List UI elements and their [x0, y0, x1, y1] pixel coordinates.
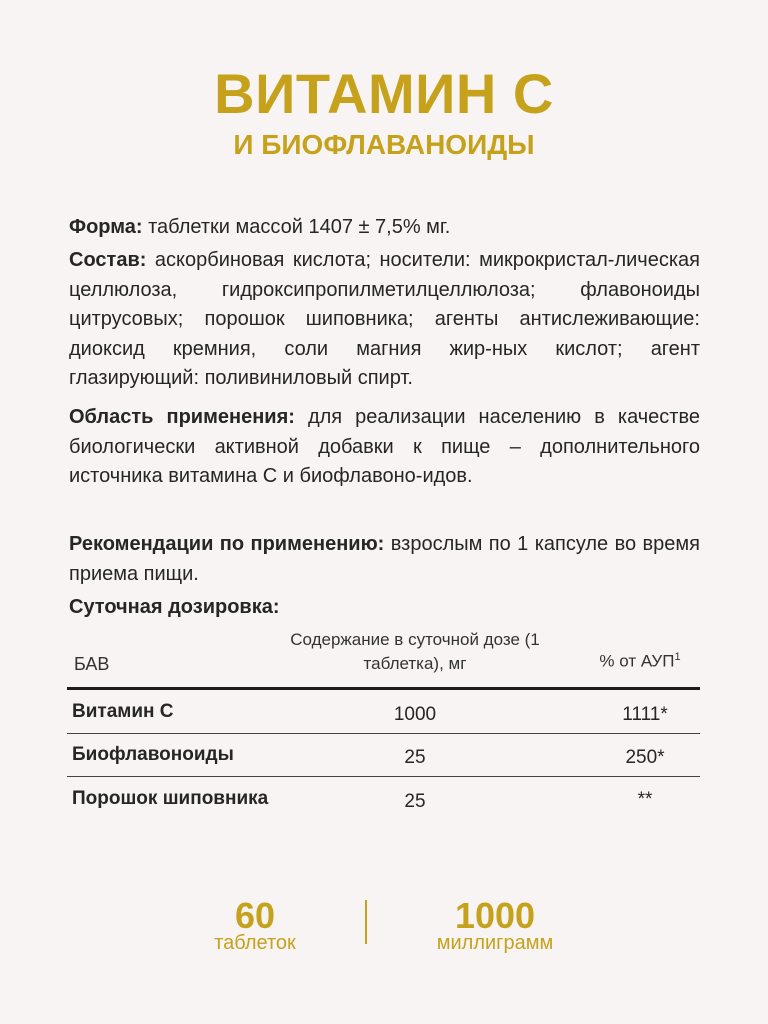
usage-area-paragraph: [69, 403, 700, 492]
table-header-pct-footnote: 1: [674, 651, 681, 663]
composition-text: аскорбиновая кислота; носители: микрокристал-лическая целлюлоза, гидроксипропилметилцеллюлоза; флавоноиды цитрусовых; порошок шиповника; агенты антислеживающие: диоксид кремния, соли магния жир-ных кислот; агент глазирующий: поливиниловый спирт.: [69, 249, 700, 389]
composition-paragraph: [69, 246, 700, 394]
product-subtitle: И БИОФЛАВАНОИДЫ: [233, 129, 535, 160]
usage-area-label: Область применения:: [69, 406, 295, 428]
row-name: Порошок шиповника: [72, 788, 269, 809]
tablet-count-value: 60: [234, 895, 276, 936]
product-title: ВИТАМИН С: [214, 62, 554, 125]
form-label: Форма:: [69, 216, 143, 238]
table-header-pct-label: % от АУП: [599, 651, 675, 671]
stats-divider: [365, 900, 367, 944]
table-header-pct: [575, 645, 705, 674]
row-value: 25: [404, 791, 426, 812]
row-pct: 1111*: [622, 704, 668, 725]
row-divider: [67, 776, 700, 777]
row-value: 25: [404, 747, 426, 768]
row-name: Биофлавоноиды: [72, 744, 234, 765]
table-header-content: Содержание в суточной дозе (1 таблетка), мг: [290, 630, 540, 673]
mass-value: 1000: [454, 895, 536, 936]
recommendations-text: взрослым по 1 капсуле во время приема пищи.: [69, 533, 700, 585]
recommendations-paragraph: [69, 530, 700, 589]
recommendations-label: Рекомендации по применению:: [69, 533, 385, 555]
form-text: таблетки массой 1407 ± 7,5% мг.: [142, 216, 451, 238]
row-value: 1000: [393, 704, 437, 725]
table-header-bav: БАВ: [74, 654, 110, 674]
daily-dose-heading: Суточная дозировка:: [69, 596, 280, 618]
row-pct: 250*: [625, 747, 665, 768]
composition-label: Состав:: [69, 249, 147, 271]
row-pct: **: [637, 789, 653, 810]
tablet-count-unit: таблеток: [214, 932, 296, 954]
table-header-rule: [67, 687, 700, 690]
mass-unit: миллиграмм: [436, 932, 554, 954]
usage-area-text: для реализации населению в качестве биологически активной добавки к пище – дополнительного источника витамина С и биофлавоно-идов.: [69, 406, 700, 487]
form-paragraph: [69, 213, 700, 243]
row-divider: [67, 733, 700, 734]
row-name: Витамин С: [72, 701, 174, 722]
